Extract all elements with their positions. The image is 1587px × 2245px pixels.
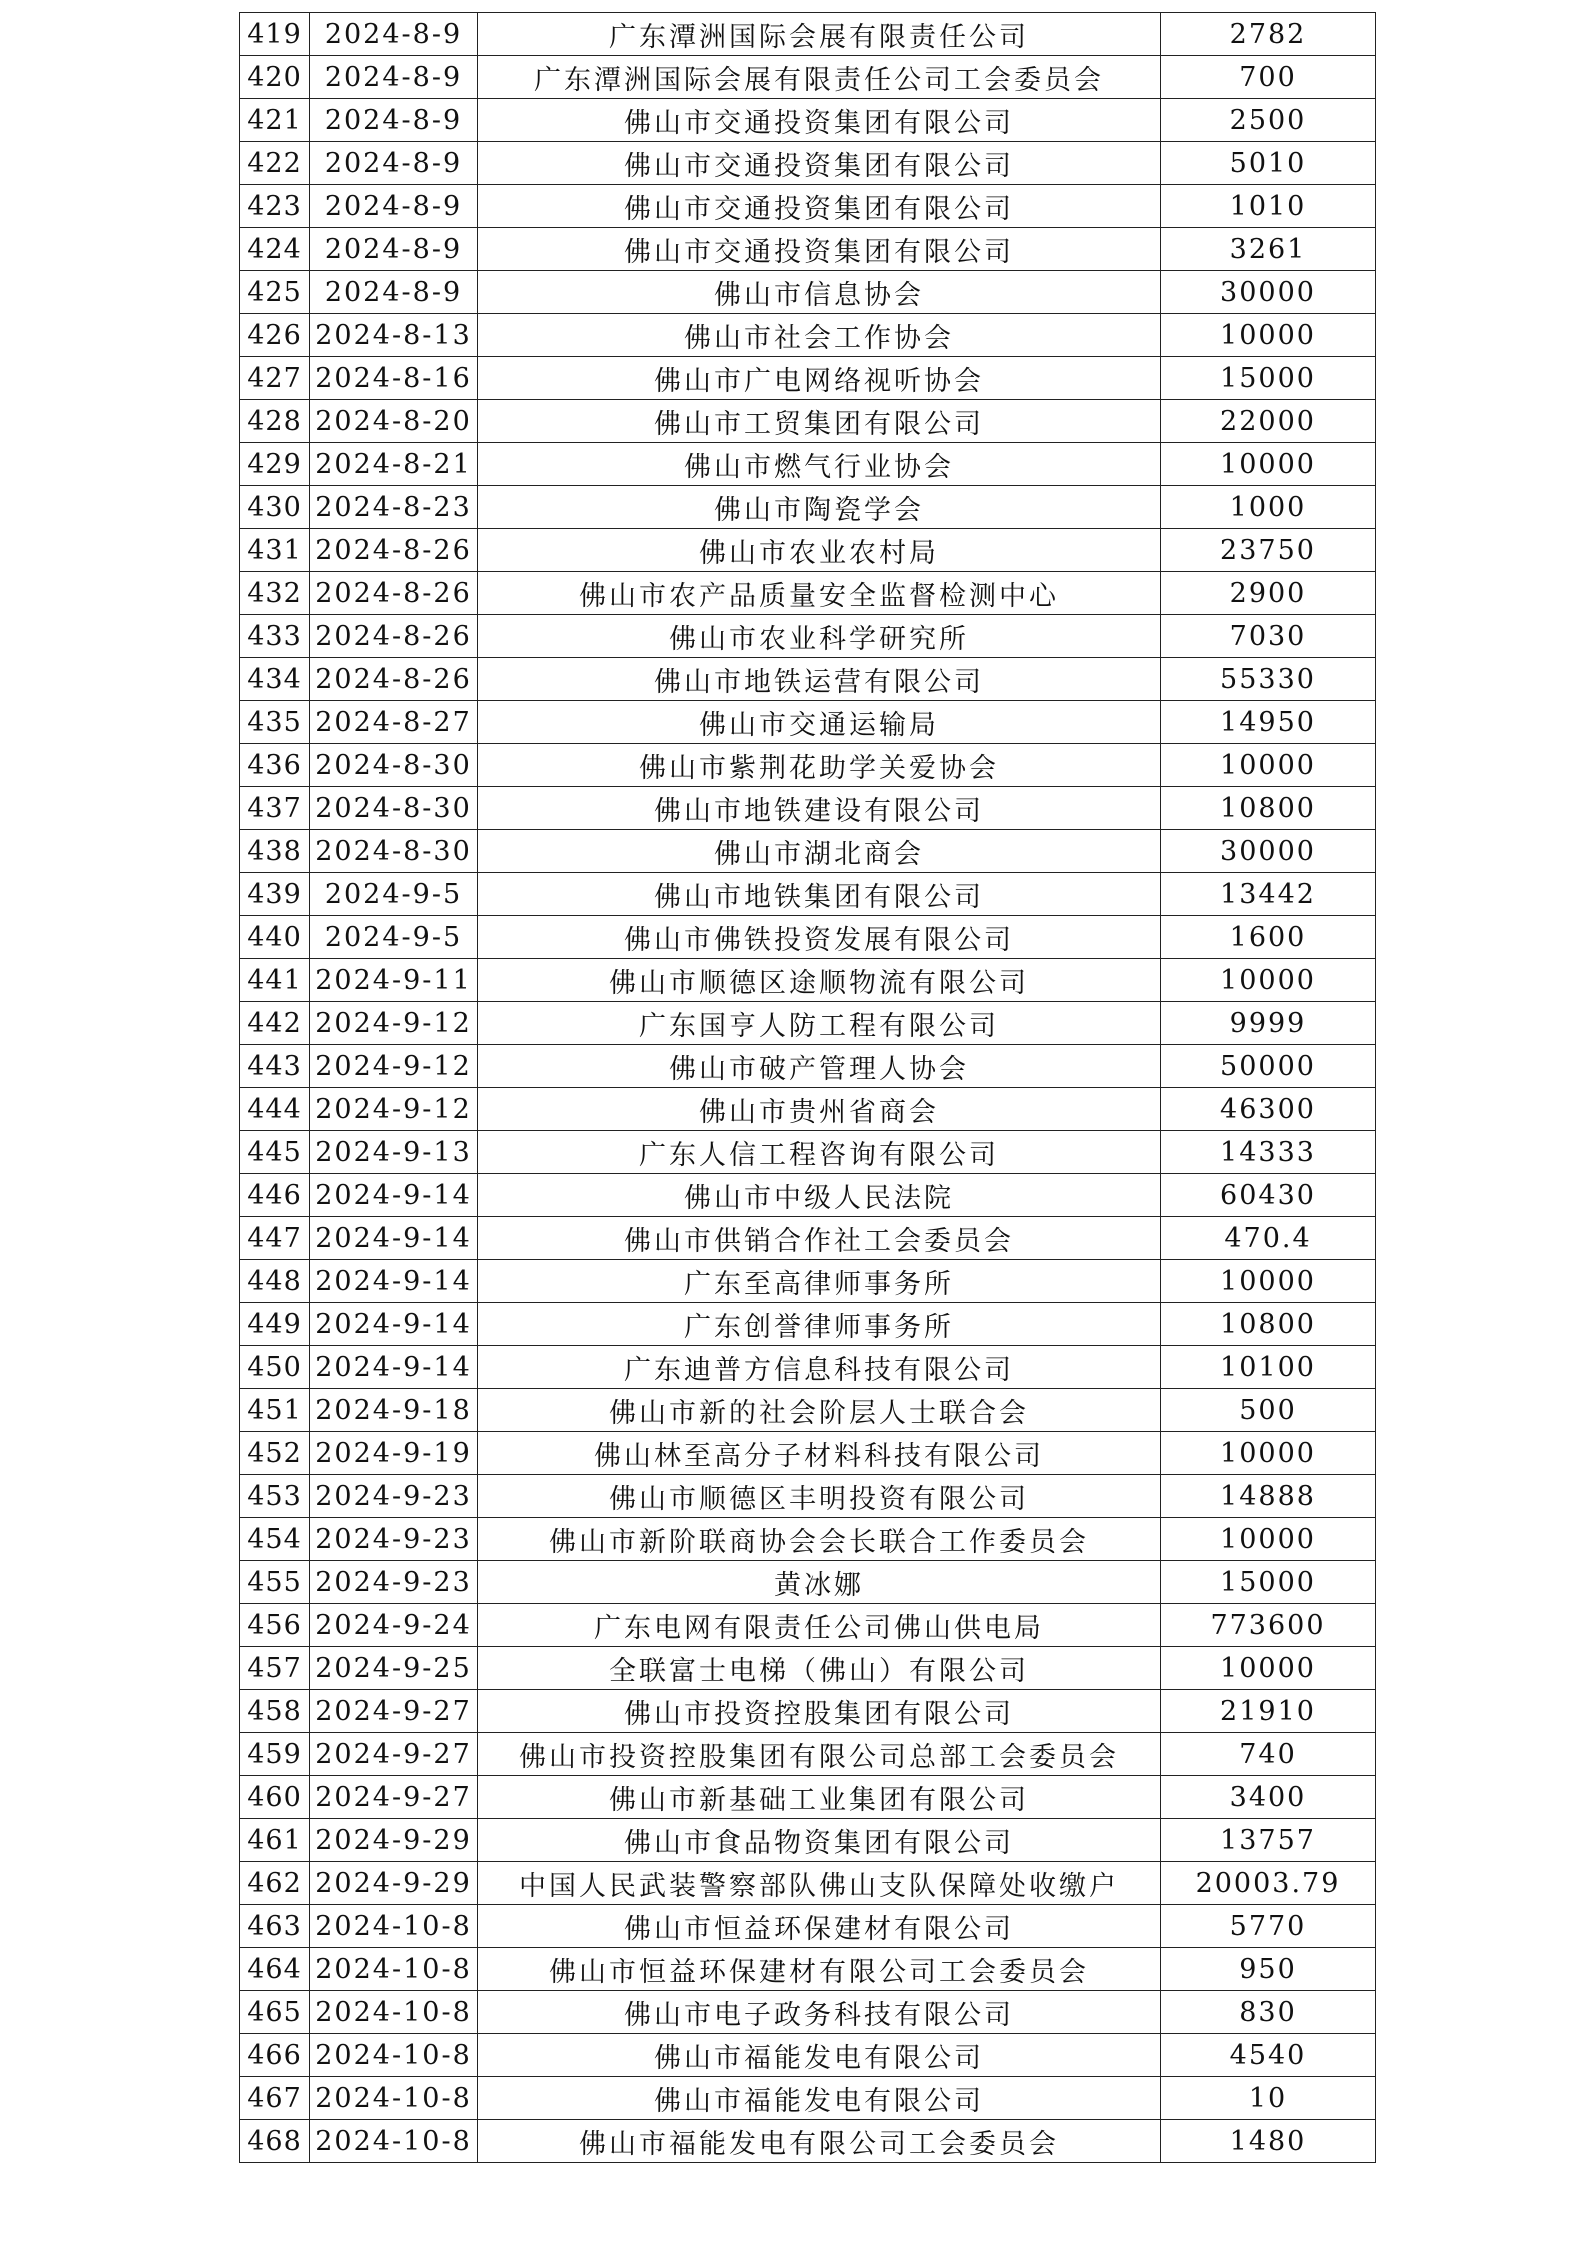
donor-name: 黄冰娜 <box>478 1561 1161 1604</box>
donation-date: 2024-9-29 <box>310 1862 478 1905</box>
table-row <box>240 2034 1376 2077</box>
donation-amount: 14888 <box>1161 1475 1376 1518</box>
donation-amount: 4540 <box>1161 2034 1376 2077</box>
donor-name: 佛山市交通投资集团有限公司 <box>478 99 1161 142</box>
donor-name: 广东潭洲国际会展有限责任公司 <box>478 13 1161 56</box>
table-row <box>240 185 1376 228</box>
donation-date: 2024-9-14 <box>310 1303 478 1346</box>
donation-amount: 830 <box>1161 1991 1376 2034</box>
table-row <box>240 701 1376 744</box>
table-row <box>240 1948 1376 1991</box>
table-row <box>240 572 1376 615</box>
donation-table <box>239 12 1376 2163</box>
donation-amount: 9999 <box>1161 1002 1376 1045</box>
table-row <box>240 1862 1376 1905</box>
table-row <box>240 1475 1376 1518</box>
donor-name: 佛山市地铁运营有限公司 <box>478 658 1161 701</box>
donor-name: 佛山市新阶联商协会会长联合工作委员会 <box>478 1518 1161 1561</box>
donation-date: 2024-8-9 <box>310 142 478 185</box>
donation-amount: 46300 <box>1161 1088 1376 1131</box>
row-number: 430 <box>240 486 310 529</box>
row-number: 464 <box>240 1948 310 1991</box>
donation-amount: 10000 <box>1161 443 1376 486</box>
row-number: 466 <box>240 2034 310 2077</box>
row-number: 441 <box>240 959 310 1002</box>
table-row <box>240 744 1376 787</box>
donation-amount: 21910 <box>1161 1690 1376 1733</box>
donation-date: 2024-8-26 <box>310 529 478 572</box>
donation-date: 2024-9-5 <box>310 873 478 916</box>
donation-date: 2024-8-9 <box>310 99 478 142</box>
donation-amount: 7030 <box>1161 615 1376 658</box>
donation-amount: 5770 <box>1161 1905 1376 1948</box>
row-number: 450 <box>240 1346 310 1389</box>
table-row <box>240 56 1376 99</box>
table-row <box>240 529 1376 572</box>
donation-date: 2024-9-27 <box>310 1776 478 1819</box>
donation-date: 2024-10-8 <box>310 1948 478 1991</box>
donor-name: 佛山市投资控股集团有限公司总部工会委员会 <box>478 1733 1161 1776</box>
donation-date: 2024-9-24 <box>310 1604 478 1647</box>
donation-amount: 23750 <box>1161 529 1376 572</box>
row-number: 459 <box>240 1733 310 1776</box>
donation-amount: 10000 <box>1161 314 1376 357</box>
donor-name: 广东电网有限责任公司佛山供电局 <box>478 1604 1161 1647</box>
row-number: 425 <box>240 271 310 314</box>
row-number: 454 <box>240 1518 310 1561</box>
donation-date: 2024-10-8 <box>310 2077 478 2120</box>
table-row <box>240 1217 1376 1260</box>
donation-amount: 15000 <box>1161 1561 1376 1604</box>
donation-amount: 1010 <box>1161 185 1376 228</box>
row-number: 451 <box>240 1389 310 1432</box>
table-row <box>240 1776 1376 1819</box>
donation-amount: 10000 <box>1161 744 1376 787</box>
table-row <box>240 787 1376 830</box>
donation-amount: 10000 <box>1161 959 1376 1002</box>
donation-amount: 13442 <box>1161 873 1376 916</box>
row-number: 449 <box>240 1303 310 1346</box>
donation-amount: 1600 <box>1161 916 1376 959</box>
donor-name: 全联富士电梯（佛山）有限公司 <box>478 1647 1161 1690</box>
donation-amount: 950 <box>1161 1948 1376 1991</box>
donor-name: 佛山市破产管理人协会 <box>478 1045 1161 1088</box>
row-number: 455 <box>240 1561 310 1604</box>
row-number: 440 <box>240 916 310 959</box>
table-row <box>240 1346 1376 1389</box>
donation-amount: 10000 <box>1161 1260 1376 1303</box>
donor-name: 广东创誉律师事务所 <box>478 1303 1161 1346</box>
row-number: 431 <box>240 529 310 572</box>
donation-date: 2024-8-9 <box>310 56 478 99</box>
donation-amount: 2900 <box>1161 572 1376 615</box>
row-number: 438 <box>240 830 310 873</box>
row-number: 460 <box>240 1776 310 1819</box>
donation-amount: 60430 <box>1161 1174 1376 1217</box>
donor-name: 佛山市湖北商会 <box>478 830 1161 873</box>
donor-name: 佛山市陶瓷学会 <box>478 486 1161 529</box>
row-number: 433 <box>240 615 310 658</box>
row-number: 456 <box>240 1604 310 1647</box>
row-number: 421 <box>240 99 310 142</box>
donor-name: 佛山市投资控股集团有限公司 <box>478 1690 1161 1733</box>
donation-date: 2024-8-27 <box>310 701 478 744</box>
donation-amount: 22000 <box>1161 400 1376 443</box>
donation-amount: 2782 <box>1161 13 1376 56</box>
row-number: 436 <box>240 744 310 787</box>
donor-name: 佛山市信息协会 <box>478 271 1161 314</box>
row-number: 465 <box>240 1991 310 2034</box>
donor-name: 佛山市农业科学研究所 <box>478 615 1161 658</box>
donor-name: 佛山市佛铁投资发展有限公司 <box>478 916 1161 959</box>
donation-date: 2024-10-8 <box>310 1905 478 1948</box>
table-row <box>240 658 1376 701</box>
donation-amount: 773600 <box>1161 1604 1376 1647</box>
table-row <box>240 1733 1376 1776</box>
table-row <box>240 1131 1376 1174</box>
row-number: 443 <box>240 1045 310 1088</box>
donor-name: 佛山市交通投资集团有限公司 <box>478 142 1161 185</box>
donation-date: 2024-9-27 <box>310 1733 478 1776</box>
row-number: 447 <box>240 1217 310 1260</box>
table-row <box>240 959 1376 1002</box>
donor-name: 广东国亨人防工程有限公司 <box>478 1002 1161 1045</box>
row-number: 427 <box>240 357 310 400</box>
donor-name: 佛山市农业农村局 <box>478 529 1161 572</box>
row-number: 432 <box>240 572 310 615</box>
donation-amount: 10000 <box>1161 1432 1376 1475</box>
row-number: 423 <box>240 185 310 228</box>
donor-name: 佛山市燃气行业协会 <box>478 443 1161 486</box>
donation-date: 2024-9-18 <box>310 1389 478 1432</box>
donor-name: 佛山市广电网络视听协会 <box>478 357 1161 400</box>
row-number: 428 <box>240 400 310 443</box>
donation-date: 2024-8-26 <box>310 658 478 701</box>
row-number: 424 <box>240 228 310 271</box>
donation-amount: 1000 <box>1161 486 1376 529</box>
donor-name: 佛山市中级人民法院 <box>478 1174 1161 1217</box>
row-number: 429 <box>240 443 310 486</box>
donor-name: 佛山市顺德区途顺物流有限公司 <box>478 959 1161 1002</box>
donation-date: 2024-8-21 <box>310 443 478 486</box>
table-row <box>240 228 1376 271</box>
donation-date: 2024-9-11 <box>310 959 478 1002</box>
table-row <box>240 1819 1376 1862</box>
table-row <box>240 357 1376 400</box>
donation-date: 2024-8-30 <box>310 744 478 787</box>
donation-date: 2024-8-30 <box>310 787 478 830</box>
table-row <box>240 1432 1376 1475</box>
table-row <box>240 1905 1376 1948</box>
donation-amount: 10000 <box>1161 1518 1376 1561</box>
donation-amount: 10800 <box>1161 1303 1376 1346</box>
row-number: 442 <box>240 1002 310 1045</box>
table-row <box>240 830 1376 873</box>
row-number: 467 <box>240 2077 310 2120</box>
donor-name: 佛山市紫荆花助学关爱协会 <box>478 744 1161 787</box>
donation-date: 2024-8-13 <box>310 314 478 357</box>
donation-date: 2024-9-12 <box>310 1088 478 1131</box>
donation-amount: 10800 <box>1161 787 1376 830</box>
donation-amount: 50000 <box>1161 1045 1376 1088</box>
row-number: 439 <box>240 873 310 916</box>
table-row <box>240 1174 1376 1217</box>
table-row <box>240 1561 1376 1604</box>
donor-name: 佛山市社会工作协会 <box>478 314 1161 357</box>
donor-name: 佛山市交通投资集团有限公司 <box>478 185 1161 228</box>
donor-name: 佛山市福能发电有限公司工会委员会 <box>478 2120 1161 2163</box>
row-number: 462 <box>240 1862 310 1905</box>
donation-amount: 470.4 <box>1161 1217 1376 1260</box>
donor-name: 佛山市新基础工业集团有限公司 <box>478 1776 1161 1819</box>
donor-name: 佛山市工贸集团有限公司 <box>478 400 1161 443</box>
donation-amount: 740 <box>1161 1733 1376 1776</box>
table-row <box>240 1088 1376 1131</box>
donation-date: 2024-8-26 <box>310 615 478 658</box>
donor-name: 佛山市福能发电有限公司 <box>478 2034 1161 2077</box>
donor-name: 广东至高律师事务所 <box>478 1260 1161 1303</box>
table-row <box>240 873 1376 916</box>
donation-date: 2024-10-8 <box>310 2120 478 2163</box>
donation-date: 2024-8-30 <box>310 830 478 873</box>
donation-date: 2024-9-23 <box>310 1475 478 1518</box>
row-number: 468 <box>240 2120 310 2163</box>
donation-date: 2024-9-5 <box>310 916 478 959</box>
donor-name: 佛山市农产品质量安全监督检测中心 <box>478 572 1161 615</box>
row-number: 434 <box>240 658 310 701</box>
row-number: 448 <box>240 1260 310 1303</box>
donation-amount: 13757 <box>1161 1819 1376 1862</box>
donor-name: 佛山市恒益环保建材有限公司工会委员会 <box>478 1948 1161 1991</box>
donation-amount: 5010 <box>1161 142 1376 185</box>
row-number: 457 <box>240 1647 310 1690</box>
table-body <box>240 13 1376 2163</box>
row-number: 422 <box>240 142 310 185</box>
donation-date: 2024-9-14 <box>310 1346 478 1389</box>
donation-amount: 30000 <box>1161 830 1376 873</box>
table-row <box>240 1045 1376 1088</box>
donation-date: 2024-8-9 <box>310 228 478 271</box>
table-row <box>240 916 1376 959</box>
donation-amount: 2500 <box>1161 99 1376 142</box>
donor-name: 佛山市地铁建设有限公司 <box>478 787 1161 830</box>
donor-name: 中国人民武装警察部队佛山支队保障处收缴户 <box>478 1862 1161 1905</box>
donation-date: 2024-10-8 <box>310 2034 478 2077</box>
donation-amount: 14333 <box>1161 1131 1376 1174</box>
donor-name: 广东人信工程咨询有限公司 <box>478 1131 1161 1174</box>
donor-name: 佛山市交通投资集团有限公司 <box>478 228 1161 271</box>
table-row <box>240 1002 1376 1045</box>
donation-date: 2024-8-26 <box>310 572 478 615</box>
donor-name: 佛山市交通运输局 <box>478 701 1161 744</box>
table-row <box>240 1518 1376 1561</box>
row-number: 420 <box>240 56 310 99</box>
table-row <box>240 400 1376 443</box>
donor-name: 佛山市贵州省商会 <box>478 1088 1161 1131</box>
table-row <box>240 1690 1376 1733</box>
donation-date: 2024-9-23 <box>310 1518 478 1561</box>
donor-name: 佛山市食品物资集团有限公司 <box>478 1819 1161 1862</box>
donor-name: 佛山市地铁集团有限公司 <box>478 873 1161 916</box>
donation-amount: 30000 <box>1161 271 1376 314</box>
donation-amount: 15000 <box>1161 357 1376 400</box>
table-row <box>240 615 1376 658</box>
donation-date: 2024-9-12 <box>310 1045 478 1088</box>
table-row <box>240 142 1376 185</box>
table-row <box>240 1647 1376 1690</box>
donor-name: 佛山市电子政务科技有限公司 <box>478 1991 1161 2034</box>
donor-name: 广东潭洲国际会展有限责任公司工会委员会 <box>478 56 1161 99</box>
row-number: 452 <box>240 1432 310 1475</box>
table-row <box>240 1303 1376 1346</box>
table-row <box>240 1260 1376 1303</box>
row-number: 437 <box>240 787 310 830</box>
row-number: 445 <box>240 1131 310 1174</box>
donation-amount: 20003.79 <box>1161 1862 1376 1905</box>
table-row <box>240 1604 1376 1647</box>
donation-amount: 1480 <box>1161 2120 1376 2163</box>
table-row <box>240 271 1376 314</box>
donor-name: 佛山市新的社会阶层人士联合会 <box>478 1389 1161 1432</box>
donation-amount: 3261 <box>1161 228 1376 271</box>
donation-amount: 10 <box>1161 2077 1376 2120</box>
row-number: 463 <box>240 1905 310 1948</box>
table-row <box>240 443 1376 486</box>
row-number: 446 <box>240 1174 310 1217</box>
donation-amount: 55330 <box>1161 658 1376 701</box>
donation-amount: 10000 <box>1161 1647 1376 1690</box>
donation-date: 2024-8-23 <box>310 486 478 529</box>
donation-date: 2024-9-25 <box>310 1647 478 1690</box>
donation-date: 2024-9-27 <box>310 1690 478 1733</box>
donation-date: 2024-9-19 <box>310 1432 478 1475</box>
donation-amount: 10100 <box>1161 1346 1376 1389</box>
donation-date: 2024-8-16 <box>310 357 478 400</box>
row-number: 453 <box>240 1475 310 1518</box>
donation-date: 2024-10-8 <box>310 1991 478 2034</box>
table-row <box>240 1389 1376 1432</box>
donation-date: 2024-8-9 <box>310 13 478 56</box>
donation-date: 2024-9-14 <box>310 1174 478 1217</box>
donor-name: 佛山市福能发电有限公司 <box>478 2077 1161 2120</box>
donation-date: 2024-9-29 <box>310 1819 478 1862</box>
table-row <box>240 99 1376 142</box>
donation-amount: 14950 <box>1161 701 1376 744</box>
row-number: 426 <box>240 314 310 357</box>
row-number: 461 <box>240 1819 310 1862</box>
donation-date: 2024-9-23 <box>310 1561 478 1604</box>
donor-name: 佛山市恒益环保建材有限公司 <box>478 1905 1161 1948</box>
donation-date: 2024-8-9 <box>310 271 478 314</box>
donation-date: 2024-9-13 <box>310 1131 478 1174</box>
donor-name: 广东迪普方信息科技有限公司 <box>478 1346 1161 1389</box>
donation-date: 2024-8-20 <box>310 400 478 443</box>
donation-date: 2024-9-14 <box>310 1260 478 1303</box>
donation-date: 2024-9-14 <box>310 1217 478 1260</box>
donor-name: 佛山林至高分子材料科技有限公司 <box>478 1432 1161 1475</box>
table-row <box>240 2120 1376 2163</box>
donation-date: 2024-8-9 <box>310 185 478 228</box>
table-row <box>240 2077 1376 2120</box>
table-row <box>240 486 1376 529</box>
donor-name: 佛山市顺德区丰明投资有限公司 <box>478 1475 1161 1518</box>
donation-amount: 3400 <box>1161 1776 1376 1819</box>
donor-name: 佛山市供销合作社工会委员会 <box>478 1217 1161 1260</box>
table-row <box>240 1991 1376 2034</box>
donation-amount: 700 <box>1161 56 1376 99</box>
row-number: 435 <box>240 701 310 744</box>
row-number: 444 <box>240 1088 310 1131</box>
row-number: 458 <box>240 1690 310 1733</box>
donation-amount: 500 <box>1161 1389 1376 1432</box>
table-row <box>240 13 1376 56</box>
donation-date: 2024-9-12 <box>310 1002 478 1045</box>
table-row <box>240 314 1376 357</box>
row-number: 419 <box>240 13 310 56</box>
